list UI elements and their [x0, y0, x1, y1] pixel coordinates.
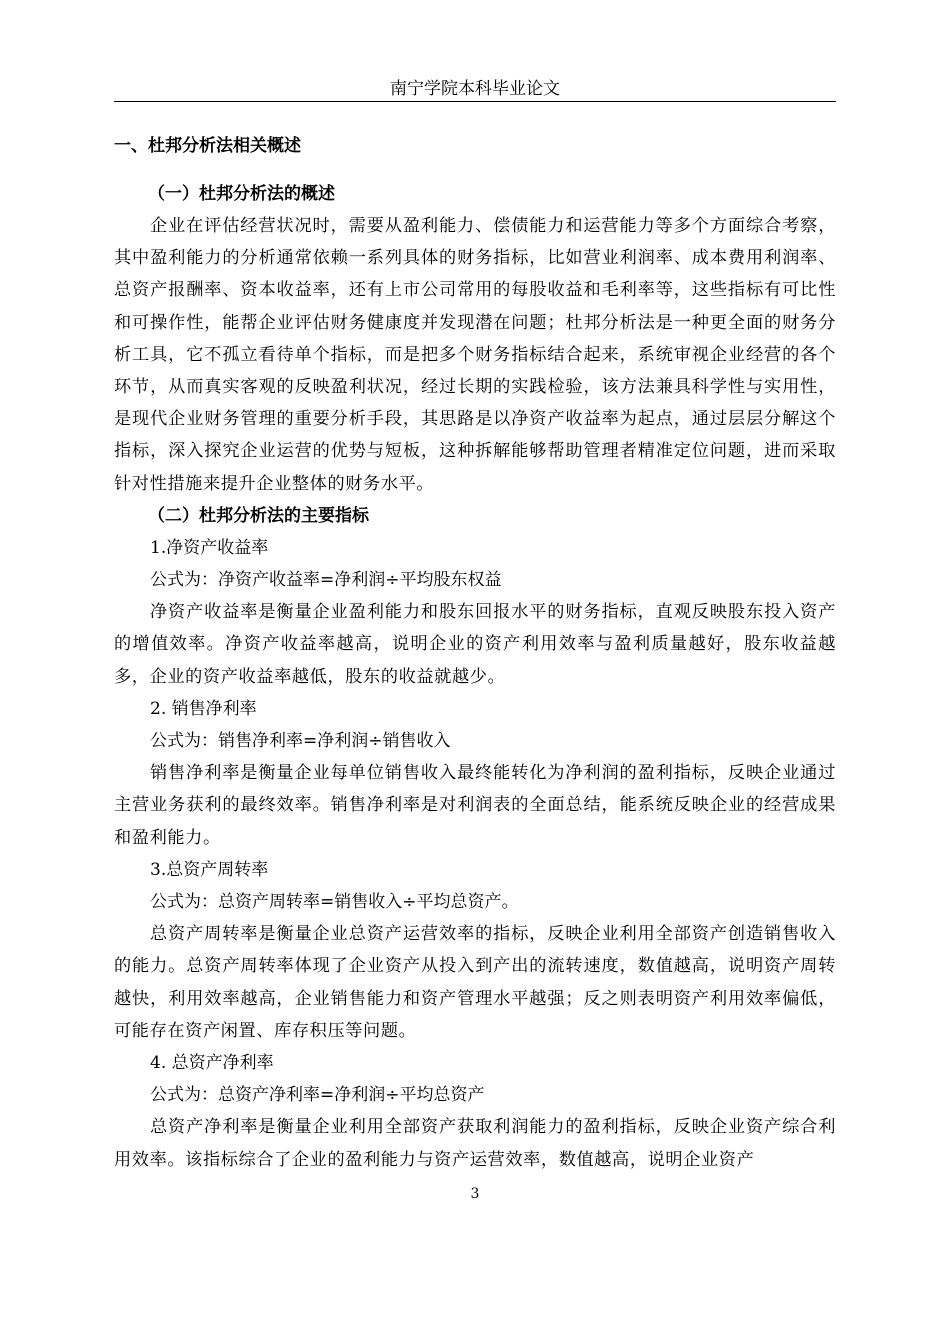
indicator-title-net-margin: 2. 销售净利率 [150, 698, 257, 719]
indicator-formula-net-margin: 公式为：销售净利率=净利润÷销售收入 [150, 731, 451, 752]
indicator-formula-roa: 公式为：总资产净利率=净利润÷平均总资产 [150, 1085, 485, 1106]
indicator-paragraph-net-margin: 销售净利率是衡量企业每单位销售收入最终能转化为净利润的盈利指标，反映企业通过主营业务获利的最终效率。销售净利率是对利润表的全面总结，能系统反映企业的经营成果和盈利能力。 [114, 763, 836, 848]
overview-paragraph: 企业在评估经营状况时，需要从盈利能力、偿债能力和运营能力等多个方面综合考察，其中盈利能力的分析通常依赖一系列具体的财务指标，比如营业利润率、成本费用利润率、总资产报酬率、资本收益率，还有上市公司常用的每股收益和毛利率等，这些指标有可比性和可操作性，能帮企业评估财务健康度并发现潜在问题；杜邦分析法是一种更全面的财务分析工具，它不孤立看待单个指标，而是把多个财务指标结合起来，系统审视企业经营的各个环节，从而真实客观的反映盈利状况，经过长期的实践检验，该方法兼具科学性与实用性，是现代企业财务管理的重要分析手段，其思路是以净资产收益率为起点，通过层层分解这个指标，深入探究企业运营的优势与短板，这种拆解能够帮助管理者精准定位问题，进而采取针对性措施来提升企业整体的财务水平。 [114, 216, 836, 494]
subsection-heading-indicators: （二）杜邦分析法的主要指标 [148, 505, 369, 526]
indicator-paragraph-roa: 总资产净利率是衡量企业利用全部资产获取利润能力的盈利指标，反映企业资产综合利用效率。该指标综合了企业的盈利能力与资产运营效率，数值越高，说明企业资产 [114, 1117, 836, 1170]
indicator-formula-asset-turnover: 公式为：总资产周转率=销售收入÷平均总资产。 [150, 892, 519, 913]
indicator-formula-roe: 公式为：净资产收益率=净利润÷平均股东权益 [150, 570, 502, 591]
page-number: 3 [470, 1186, 480, 1202]
header-rule [114, 101, 836, 102]
indicator-paragraph-asset-turnover: 总资产周转率是衡量企业总资产运营效率的指标，反映企业利用全部资产创造销售收入的能力。总资产周转率体现了企业资产从投入到产出的流转速度，数值越高，说明资产周转越快，利用效率越高，企业销售能力和资产管理水平越强；反之则表明资产利用效率偏低，可能存在资产闲置、库存积压等问题。 [114, 924, 836, 1041]
indicator-title-roa: 4. 总资产净利率 [150, 1053, 274, 1074]
section-heading: 一、杜邦分析法相关概述 [114, 136, 301, 156]
subsection-heading-overview: （一）杜邦分析法的概述 [148, 184, 335, 204]
running-header: 南宁学院本科毕业论文 [390, 79, 560, 99]
indicator-title-asset-turnover: 3.总资产周转率 [150, 859, 269, 880]
indicator-title-roe: 1.净资产收益率 [150, 537, 269, 558]
page-body [114, 130, 836, 1176]
indicator-paragraph-roe: 净资产收益率是衡量企业盈利能力和股东回报水平的财务指标，直观反映股东投入资产的增值效率。净资产收益率越高，说明企业的资产利用效率与盈利质量越好，股东收益越多，企业的资产收益率越低，股东的收益就越少。 [114, 602, 836, 687]
